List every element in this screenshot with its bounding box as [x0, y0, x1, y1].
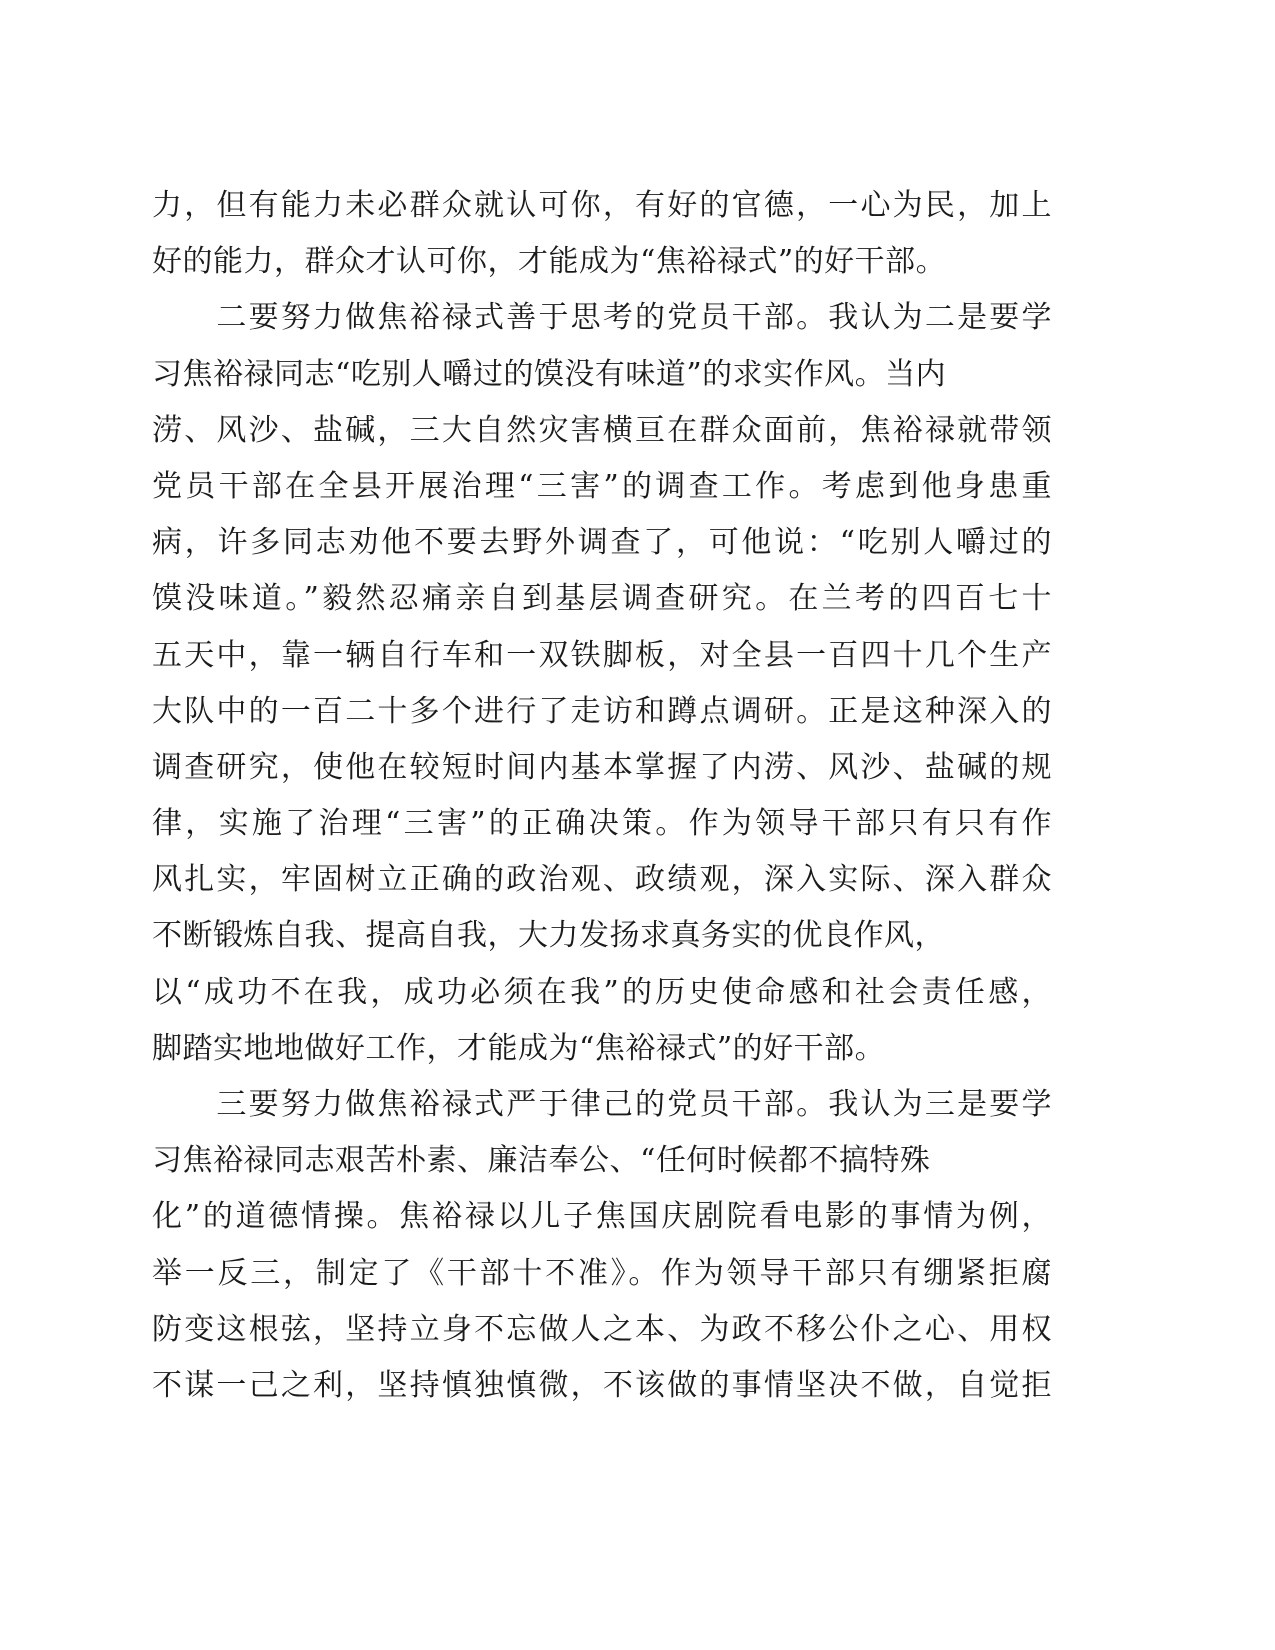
text-line: 防变这根弦，坚持立身不忘做人之本、为政不移公仆之心、用权 [152, 1311, 1052, 1347]
text-line: 三要努力做焦裕禄式严于律己的党员干部。我认为三是要学 [152, 1087, 1052, 1122]
text-line: 大队中的一百二十多个进行了走访和蹲点调研。正是这种深入的 [152, 693, 1052, 729]
text-line: 五天中，靠一辆自行车和一双铁脚板，对全县一百四十几个生产 [152, 637, 1052, 673]
text-line: 二要努力做焦裕禄式善于思考的党员干部。我认为二是要学 [152, 300, 1052, 336]
text-line: 习焦裕禄同志“吃别人嚼过的馍没有味道”的求实作风。当内 [152, 356, 947, 392]
text-line: 以“成功不在我，成功必须在我”的历史使命感和社会责任感， [152, 974, 1052, 1010]
text-line: 涝、风沙、盐碱，三大自然灾害横亘在群众面前，焦裕禄就带领 [152, 412, 1052, 448]
text-line: 党员干部在全县开展治理“三害”的调查工作。考虑到他身患重 [152, 468, 1052, 504]
text-line: 律，实施了治理“三害”的正确决策。作为领导干部只有只有作 [152, 806, 1052, 842]
text-line: 风扎实，牢固树立正确的政治观、政绩观，深入实际、深入群众 [152, 862, 1052, 898]
text-line: 馍没味道。”毅然忍痛亲自到基层调查研究。在兰考的四百七十 [152, 581, 1052, 617]
text-line: 病，许多同志劝他不要去野外调查了，可他说：“吃别人嚼过的 [152, 525, 1052, 561]
text-line: 举一反三，制定了《干部十不准》。作为领导干部只有绷紧拒腐 [152, 1255, 1052, 1291]
text-line: 化”的道德情操。焦裕禄以儿子焦国庆剧院看电影的事情为例， [152, 1199, 1052, 1235]
text-line: 力，但有能力未必群众就认可你，有好的官德，一心为民，加上 [152, 188, 1052, 223]
text-line: 脚踏实地地做好工作，才能成为“焦裕禄式”的好干部。 [152, 1030, 886, 1066]
text-line: 调查研究，使他在较短时间内基本掌握了内涝、风沙、盐碱的规 [152, 749, 1052, 785]
body-text [152, 178, 1052, 1414]
text-line: 不谋一己之利，坚持慎独慎微，不该做的事情坚决不做，自觉拒 [152, 1367, 1052, 1403]
text-line: 习焦裕禄同志艰苦朴素、廉洁奉公、“任何时候都不搞特殊 [152, 1143, 931, 1179]
text-line: 好的能力，群众才认可你，才能成为“焦裕禄式”的好干部。 [152, 244, 947, 280]
text-line: 不断锻炼自我、提高自我，大力发扬求真务实的优良作风， [152, 918, 945, 954]
